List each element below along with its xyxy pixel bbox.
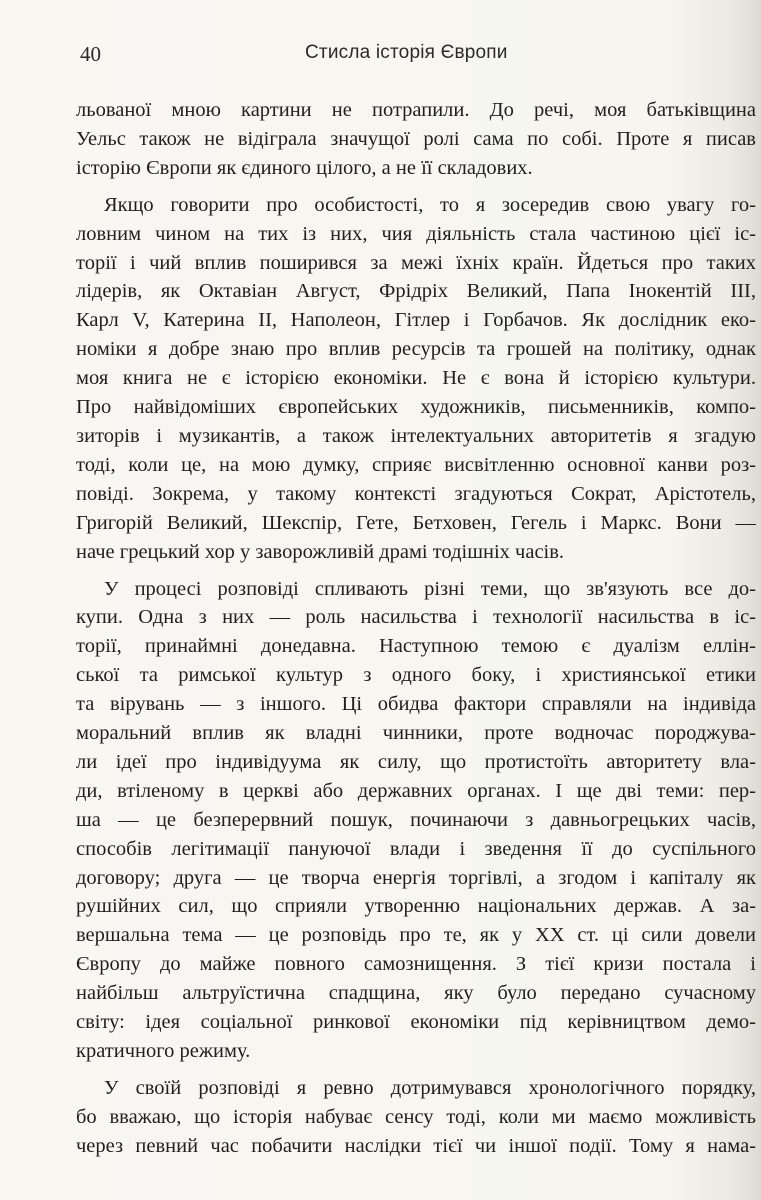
text-line: ша — це безперервний пошук, починаючи з давньогрецьких часів, bbox=[76, 808, 756, 831]
text-line: бо вважаю, що історія набуває сенсу тоді, коли ми маємо можливість bbox=[76, 1105, 756, 1128]
text-line: світу: ідея соціальної ринкової економіки під керівництвом демо- bbox=[76, 1011, 756, 1034]
text-line: зиторів і музикантів, а також інтелектуальних авторитетів я згадую bbox=[76, 424, 756, 447]
text-line: кратичного режиму. bbox=[76, 1040, 251, 1062]
text-line: моя книга не є історією економіки. Не є вона й історією культури. bbox=[76, 367, 756, 390]
text-line: моральний вплив як владні чинники, проте водночас породжува- bbox=[76, 722, 756, 745]
text-line: Григорій Великий, Шекспір, Гете, Бетховен, Гегель і Маркс. Вони — bbox=[76, 511, 756, 534]
text-line: Якщо говорити про особистості, то я зосередив свою увагу го- bbox=[104, 193, 756, 216]
text-line: вершальна тема — це розповідь про те, як у XX ст. ці сили довели bbox=[76, 924, 756, 947]
text-line: номіки я добре знаю про вплив ресурсів та грошей на політику, однак bbox=[76, 338, 756, 361]
text-line: повіді. Зокрема, у такому контексті згадуються Сократ, Арістотель, bbox=[76, 482, 756, 505]
text-line: Уельс також не відіграла значущої ролі сама по собі. Проте я писав bbox=[76, 127, 756, 150]
text-line: Про найвідоміших європейських художників, письменників, компо- bbox=[76, 396, 756, 419]
text-line: рушійних сил, що сприяли утворенню національних держав. А за- bbox=[76, 895, 756, 918]
book-title: Стисла історія Європи bbox=[305, 42, 508, 63]
text-line: лідерів, як Октавіан Август, Фрідріх Великий, Папа Інокентій III, bbox=[76, 280, 756, 303]
text-line: способів легітимації пануючої влади і зведення її до суспільного bbox=[76, 837, 756, 860]
page-number: 40 bbox=[80, 42, 101, 66]
text-line: історію Європи як єдиного цілого, а не її складових. bbox=[76, 156, 533, 179]
text-line: тоді, коли це, на мою думку, сприяє висвітленню основної канви роз- bbox=[76, 453, 756, 476]
text-line: торії, принаймні донедавна. Наступною темою є дуалізм еллін- bbox=[76, 635, 756, 658]
text-line: ди, втіленому в церкві або державних органах. І ще дві теми: пер- bbox=[76, 779, 756, 802]
text-line: Європу до майже повного самознищення. З тієї кризи постала і bbox=[76, 953, 756, 976]
text-line: У своїй розповіді я ревно дотримувався хронологічного порядку, bbox=[104, 1076, 756, 1099]
text-line: через певний час побачити наслідки тієї чи іншої події. Тому я нама- bbox=[76, 1134, 756, 1157]
text-line: Карл V, Катерина II, Наполеон, Гітлер і Горбачов. Як дослідник еко- bbox=[76, 309, 756, 332]
running-head bbox=[0, 36, 761, 76]
text-line: найбільш альтруїстична спадщина, яку було передано сучасному bbox=[76, 982, 756, 1005]
text-line: торії і чий вплив поширився за межі їхніх країн. Йдеться про таких bbox=[76, 251, 756, 274]
body-text bbox=[76, 96, 756, 1161]
text-line: та вірувань — з іншого. Ці обидва фактори справляли на індивіда bbox=[76, 693, 756, 716]
text-line: наче грецький хор у заворожливій драмі тодішніх часів. bbox=[76, 540, 565, 563]
text-line: ли ідеї про індивідуума як силу, що протистоїть авторитету вла- bbox=[76, 750, 756, 773]
text-line: льованої мною картини не потрапили. До речі, моя батьківщина bbox=[76, 99, 756, 121]
text-line: купи. Одна з них — роль насильства і технології насильства в іс- bbox=[76, 606, 756, 629]
text-line: ловним чином на тих із них, чия діяльність стала частиною цієї іс- bbox=[76, 222, 756, 245]
text-line: У процесі розповіді спливають різні теми, що зв'язують все до- bbox=[104, 577, 756, 600]
text-line: договору; друга — це творча енергія торгівлі, а згодом і капіталу як bbox=[76, 866, 756, 889]
text-line: ської та римської культур з одного боку, і християнської етики bbox=[76, 664, 756, 687]
